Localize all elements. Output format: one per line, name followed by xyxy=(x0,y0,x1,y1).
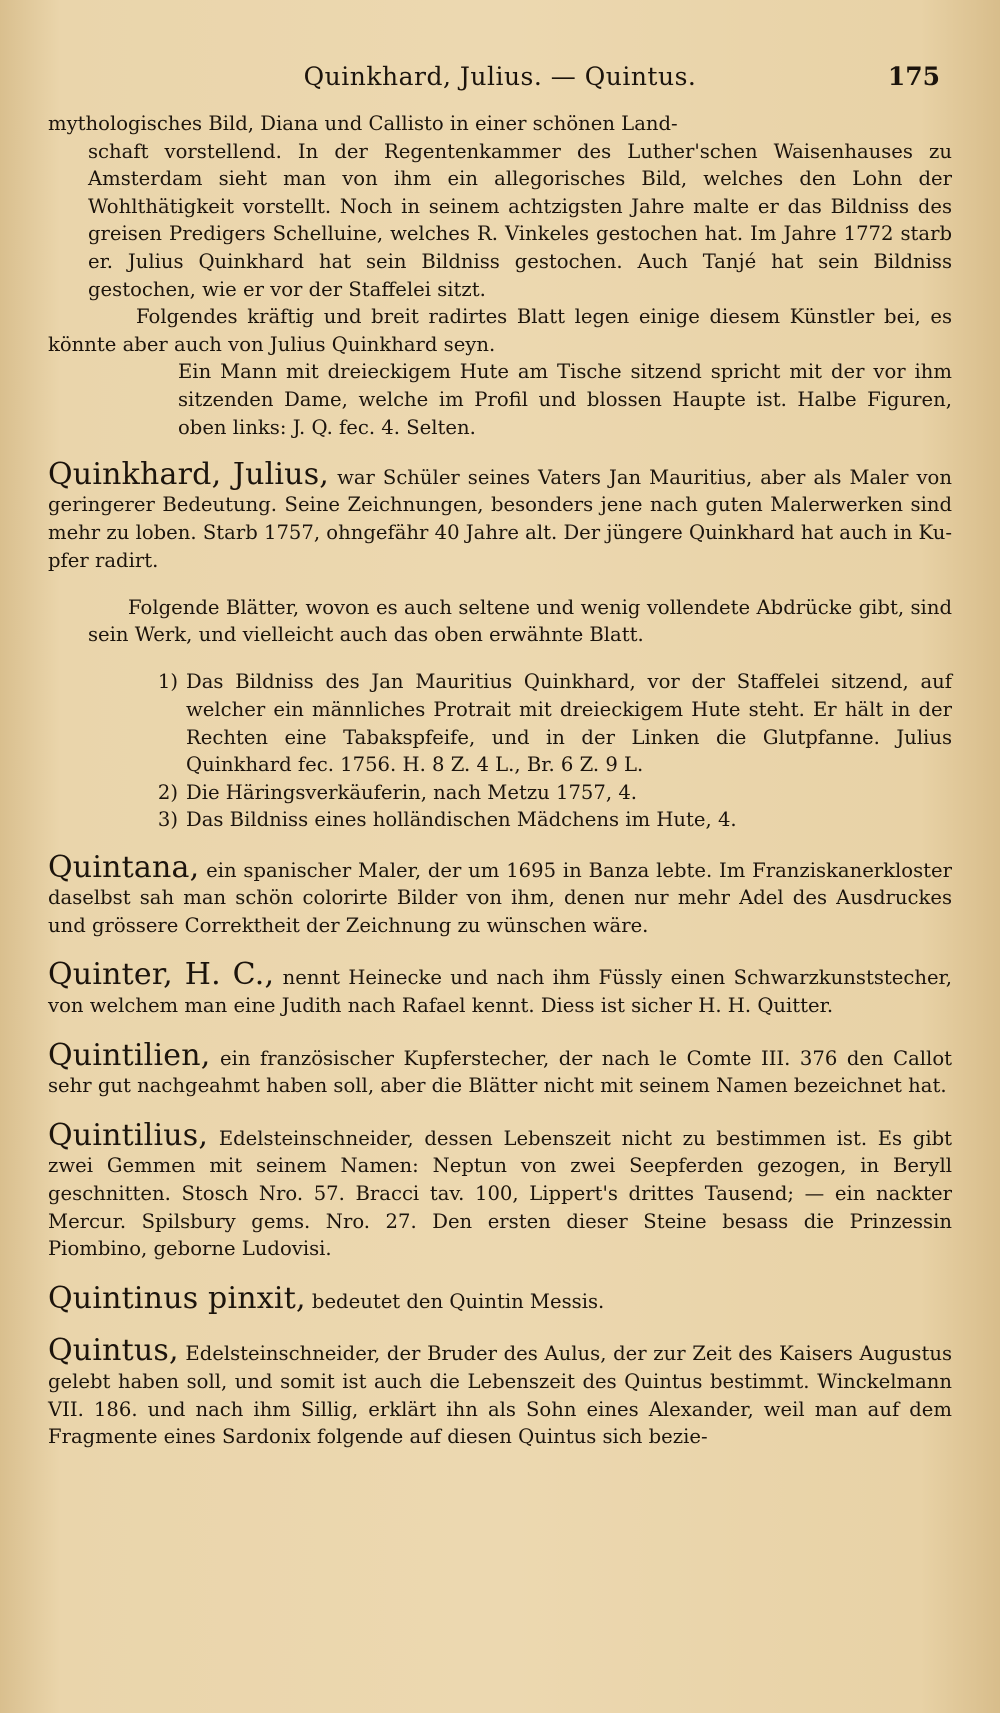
entry-quinkhard-julius xyxy=(48,456,952,834)
entry-text: Edelsteinschneider, dessen Lebenszeit nicht zu bestimmen ist. Es gibt zwei Gemmen mit seinem Namen: Neptun von zwei Seepferden gezogen, in Beryll geschnitten. Stosch Nro. 57. Bracci tav. 100, Lippert's drittes Tausend; — ein nackter Mercur. Spilsbury gems. Nro. 27. Den ersten dieser Steine besass die Prinzessin Piombino, geborne Ludovisi. xyxy=(48,1126,953,1261)
entry-quinter xyxy=(48,957,953,1019)
entry-headword: Quinter, H. C., xyxy=(48,957,275,993)
list-item-text: Die Häringsverkäuferin, nach Metzu 1757, 4. xyxy=(186,780,638,804)
entry-text: nennt Heinecke und nach ihm Füssly einen Schwarzkunststecher, von welchem man eine Judith nach Rafael kennt. Diess ist sicher H. H. Quitter. xyxy=(48,966,953,1017)
intro-paragraph-2: Folgendes kräftig und breit radirtes Blatt legen einige diesem Künstler bei, es könnte aber auch von Julius Quinkhard seyn. xyxy=(48,305,952,356)
entry-paragraph-2: Folgende Blätter, wovon es auch seltene und wenig vollendete Abdrücke gibt, sind sein Werk, und vielleicht auch das oben erwähnte Blatt. xyxy=(88,595,952,647)
entry-text: bedeutet den Quintin Messis. xyxy=(311,1289,605,1313)
entry-text: war Schüler seines Vaters Jan Mauritius, aber als Maler von geringerer Bedeutung. Seine Zeichnungen, besonders jene nach guten Malerwerken sind mehr zu loben. Starb 1757, ohngefähr 40 Jahre alt. Der jüngere Quinkhard hat auch in Kupfer radirt. xyxy=(48,465,952,572)
entry-text: ein spanischer Maler, der um 1695 in Banza lebte. Im Franziskanerkloster daselbst sah man schön colorirte Bilder von ihm, denen nur mehr Adel des Ausdruckes und grössere Correktheit der Zeichnung zu wünschen wäre. xyxy=(48,858,952,937)
entry-text: Edelsteinschneider, der Bruder des Aulus, der zur Zeit des Kaisers Augustus gelebt haben soll, und somit ist auch die Lebenszeit des Quintus bestimmt. Winckelmann VII. 186. und nach ihm Sillig, erklärt ihn als Sohn eines Alexander, weil man auf dem Fragmente eines Sardonix folgende auf diesen Quintus sich bezie- xyxy=(48,1342,952,1449)
running-title: Quinkhard, Julius. — Quintus. xyxy=(303,62,697,91)
entry-quintinus-pinxit xyxy=(48,1280,952,1316)
list-item-number: 2) xyxy=(157,780,178,804)
entry-quintana xyxy=(48,849,952,940)
entry-quintilius xyxy=(48,1117,953,1263)
list-item xyxy=(138,779,952,807)
intro-continuation xyxy=(48,110,952,441)
entry-headword: Quintana, xyxy=(48,849,200,885)
works-list xyxy=(48,668,952,834)
entry-text: ein französischer Kupferstecher, der nach le Comte III. 376 den Callot sehr gut nachgeahmt haben soll, aber die Blätter nicht mit seinem Namen bezeichnet hat. xyxy=(48,1046,952,1098)
intro-body: schaft vorstellend. In der Regentenkammer des Luther'schen Waisenhauses zu Amsterdam sieht man von ihm ein allegorisches Bild, welches den Lohn der Wohlthätigkeit vorstellt. Noch in seinem achtzigsten Jahre malte er das Bildniss des greisen Predigers Schelluine, welches R. Vinkeles gestochen hat. Im Jahre 1772 starb er. Julius Quinkhard hat sein Bildniss gestochen. Auch Tanjé hat sein Bildniss gestochen, wie er vor der Staffelei sitzt. xyxy=(88,139,952,301)
entry-quintus xyxy=(48,1333,952,1450)
list-item-text: Das Bildniss eines holländischen Mädchens im Hute, 4. xyxy=(186,808,737,832)
list-item-number: 1) xyxy=(157,670,178,694)
list-item xyxy=(138,668,952,778)
entry-headword: Quintus, xyxy=(48,1333,179,1369)
entry-headword: Quinkhard, Julius, xyxy=(48,456,330,492)
page-number: 175 xyxy=(887,62,940,91)
running-header xyxy=(48,62,952,110)
list-item-number: 3) xyxy=(157,808,178,832)
entry-headword: Quintilien, xyxy=(48,1037,211,1073)
entry-quintilien xyxy=(48,1037,952,1100)
entry-headword: Quintinus pinxit, xyxy=(48,1280,306,1316)
intro-example: Ein Mann mit dreieckigem Hute am Tische sitzend spricht mit der vor ihm sitzenden Dame, welche im Profil und blossen Haupte ist. Halbe Figuren, oben links: J. Q. fec. 4. Selten. xyxy=(178,360,952,439)
intro-first-line: mythologisches Bild, Diana und Callisto in einer schönen Land- xyxy=(48,112,678,135)
list-item-text: Das Bildniss des Jan Mauritius Quinkhard, vor der Staffelei sitzend, auf welcher ein männliches Protrait mit dreieckigem Hute steht. Er hält in der Rechten eine Tabakspfeife, und in der Linken die Glutpfanne. Julius Quinkhard fec. 1756. H. 8 Z. 4 L., Br. 6 Z. 9 L. xyxy=(186,670,952,777)
entry-headword: Quintilius, xyxy=(48,1117,209,1153)
list-item xyxy=(138,806,952,834)
